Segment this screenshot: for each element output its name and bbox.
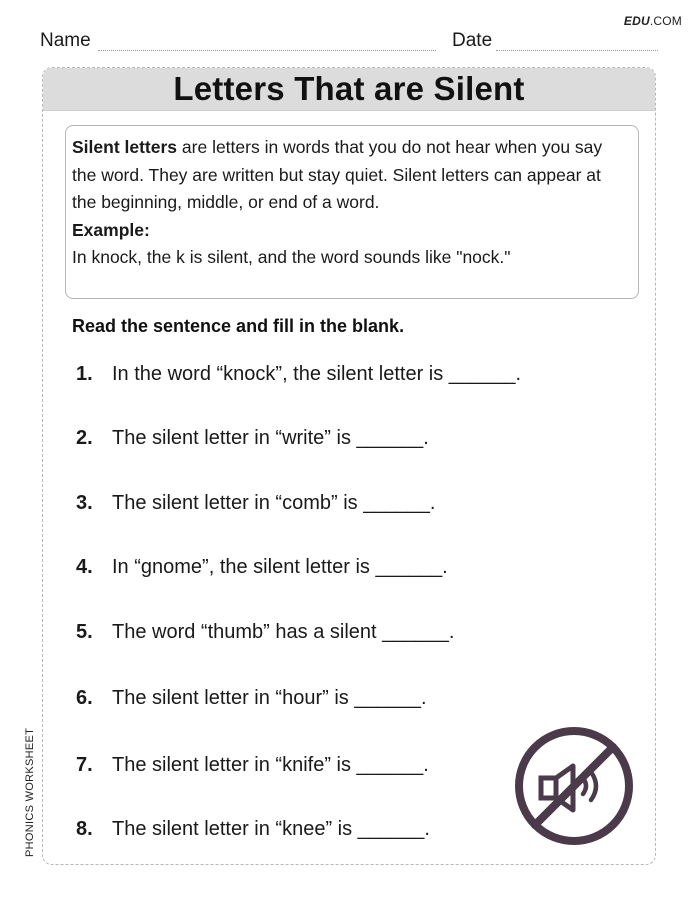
title-bar [43,68,655,111]
question-4 [76,556,448,579]
question-text: The silent letter in “knee” is ______. [112,818,430,840]
question-8 [76,818,430,841]
question-number: 2. [76,427,93,449]
definition-paragraph [72,134,630,217]
question-number: 3. [76,492,93,514]
question-3 [76,492,436,515]
brand-logo [624,14,682,28]
prohibition-slash [535,747,613,825]
question-number: 4. [76,556,93,578]
question-text: The silent letter in “comb” is ______. [112,492,436,514]
sound-wave-large [591,772,596,800]
brand-bold: EDU [623,14,650,28]
question-number: 7. [76,754,93,776]
question-text: The word “thumb” has a silent ______. [112,621,455,643]
question-number: 8. [76,818,93,840]
instructions: Read the sentence and fill in the blank. [72,316,405,336]
question-text: In “gnome”, the silent letter is ______. [112,556,448,578]
example-text: In knock, the k is silent, and the word sounds like "nock." [72,247,511,267]
question-5 [76,621,454,644]
question-number: 5. [76,621,93,643]
question-text: The silent letter in “knife” is ______. [112,754,429,776]
question-text: The silent letter in “hour” is ______. [112,687,427,709]
definition-term: Silent letters [72,137,178,157]
muted-speaker-icon [513,725,635,847]
question-number: 6. [76,687,93,709]
definition-text: are letters in words that you do not hear when you say the word. They are written but stay quiet. Silent letters can appear at the beginning, middle, or end of a word. [72,137,603,212]
brand-suffix: .COM [649,14,682,28]
name-label: Name [40,30,91,51]
date-label: Date [452,30,493,51]
question-2 [76,427,429,450]
name-line [98,50,436,51]
side-label: PHONICS WORKSHEET [24,727,36,857]
example-label: Example: [72,219,150,240]
question-1 [76,363,521,386]
question-number: 1. [76,363,93,385]
info-box [65,125,639,299]
question-text: The silent letter in “write” is ______. [112,427,429,449]
worksheet-card [42,67,656,865]
question-6 [76,687,427,710]
muted-speaker-svg [513,725,635,847]
name-date-row [40,30,658,54]
question-7 [76,754,429,777]
question-text: In the word “knock”, the silent letter is ______. [112,363,522,385]
date-line [496,50,658,51]
page-title: Letters That are Silent [173,70,525,107]
